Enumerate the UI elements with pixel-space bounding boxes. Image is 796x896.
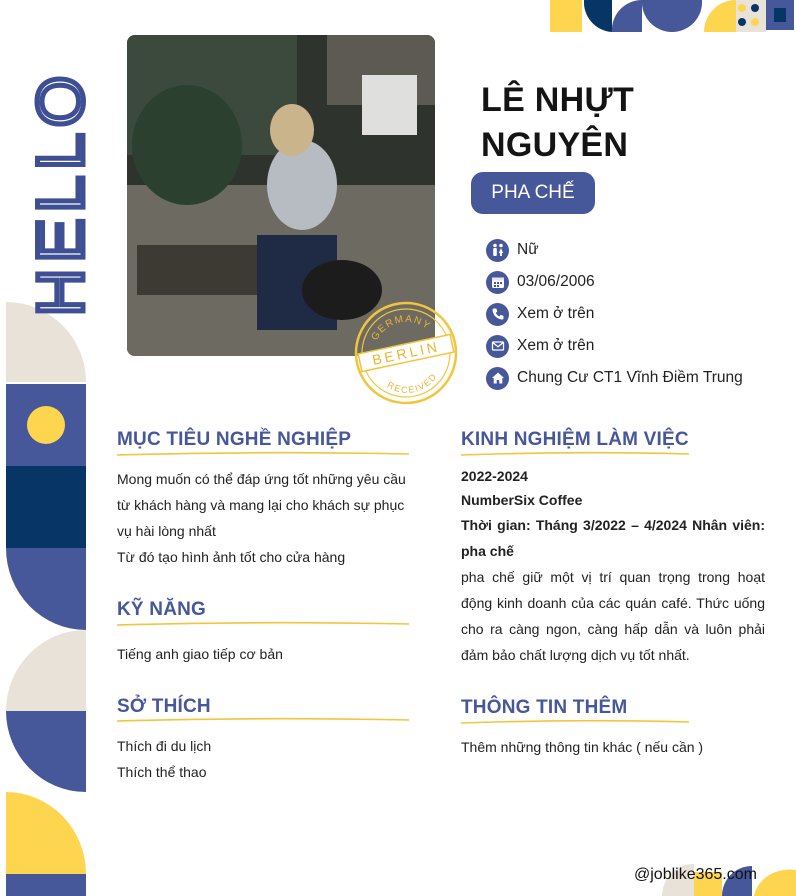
name-line-1: LÊ NHỰT bbox=[481, 81, 635, 119]
skills-underline bbox=[117, 621, 409, 627]
stamp-middle-text: BERLIN bbox=[370, 338, 442, 368]
home-icon bbox=[486, 367, 509, 390]
extra-info-text: Thêm những thông tin khác ( nếu cần ) bbox=[461, 739, 704, 755]
footer-watermark: @joblike365.com bbox=[634, 866, 757, 883]
hello-watermark: HELLO bbox=[23, 69, 97, 316]
objective-underline bbox=[117, 451, 409, 457]
contact-email: Xem ở trên bbox=[486, 330, 743, 362]
gender-icon bbox=[486, 239, 509, 262]
experience-title: KINH NGHIỆM LÀM VIỆC bbox=[461, 429, 689, 450]
stamp-bottom-text: RECEIVED bbox=[385, 370, 440, 396]
stamp-top-text: GERMANY bbox=[369, 313, 433, 343]
list-item: Thích đi du lịch bbox=[117, 738, 212, 754]
experience-period: 2022-2024 bbox=[461, 468, 528, 484]
mail-icon bbox=[486, 335, 509, 358]
experience-company: NumberSix Coffee bbox=[461, 492, 583, 508]
objective-title: MỤC TIÊU NGHỀ NGHIỆP bbox=[117, 429, 352, 450]
contact-phone: Xem ở trên bbox=[486, 298, 743, 330]
experience-underline bbox=[461, 451, 689, 457]
candidate-name bbox=[481, 78, 781, 168]
contact-info bbox=[486, 234, 743, 394]
experience-detail: Thời gian: Tháng 3/2022 – 4/2024 Nhân viên: pha chế bbox=[461, 517, 765, 559]
extra-info-underline bbox=[461, 719, 689, 725]
skills-list bbox=[117, 641, 411, 667]
extra-info-title: THÔNG TIN THÊM bbox=[461, 697, 628, 718]
berlin-stamp bbox=[353, 300, 459, 406]
name-line-2: NGUYÊN bbox=[481, 126, 629, 164]
decorative-top-shapes bbox=[548, 0, 796, 34]
job-title-badge: PHA CHẾ bbox=[471, 172, 595, 214]
hobbies-underline bbox=[117, 717, 409, 723]
hobbies-list bbox=[117, 733, 411, 785]
skills-title: KỸ NĂNG bbox=[117, 599, 207, 620]
experience-block bbox=[461, 464, 765, 668]
calendar-icon bbox=[486, 271, 509, 294]
contact-address: Chung Cư CT1 Vĩnh Điềm Trung bbox=[486, 362, 743, 394]
contact-gender: Nữ bbox=[486, 234, 743, 266]
phone-icon bbox=[486, 303, 509, 326]
experience-description: pha chế giữ một vị trí quan trọng trong hoạt động kinh doanh của các quán café. Thức uống cho ra càng ngon, càng hấp dẫn và luôn phải đảm bảo chất lượng dịch vụ tốt nhất. bbox=[461, 569, 765, 663]
contact-birthday: 03/06/2006 bbox=[486, 266, 743, 298]
objective-text: Mong muốn có thể đáp ứng tốt những yêu cầu từ khách hàng và mang lại cho khách sự phục vụ hài lòng nhất Từ đó tạo hình ảnh tốt cho cửa hàng bbox=[117, 471, 406, 565]
list-item: Thích thể thao bbox=[117, 764, 207, 780]
list-item: Tiếng anh giao tiếp cơ bản bbox=[117, 646, 283, 662]
hobbies-title: SỞ THÍCH bbox=[117, 696, 211, 717]
